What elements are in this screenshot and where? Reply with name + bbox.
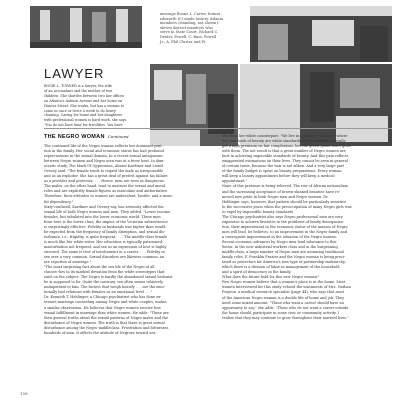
text-line: moved new pride in both Negro men and Negro women. Dr.	[222, 194, 329, 199]
lawyer-intro	[44, 84, 146, 128]
text-line: tated as protectors for America's new type of partnership-matriarchy,	[222, 260, 346, 265]
text-line: between Negro women and Negro men was at a fever heat. In dem-	[44, 159, 165, 164]
text-line: men will lead, he believes, to an improvement in the Negro family and	[222, 229, 348, 234]
text-line: on Atlanta's Auburn Avenue and her home on	[44, 98, 123, 103]
text-line: is much like her white sister. Her education is typically patronized,	[44, 239, 164, 244]
text-line: Recent economic advances by Negro men lend substance to this	[222, 239, 337, 244]
text-line: Sixty-confused, Kardiner and Ovesey say, has seriously affected the	[44, 204, 164, 209]
text-line: as a provider and protector. . . . Hence, men are seen as dangerous.	[44, 179, 165, 184]
text-line: The males, on the other hand, tend to mistrust the sexual and moral	[44, 184, 166, 189]
text-line: which there is a division of labor in management of the household	[222, 265, 340, 270]
text-line: tensive marriage counseling among Negro and white couples, makes	[44, 300, 167, 305]
text-line: a similar observation. He believes that Negro women receive less	[44, 305, 161, 310]
text-line: come in once or twice a week to do heavy	[44, 108, 116, 113]
caption-line: Jr., A. Phil Cluster and W.	[160, 39, 206, 44]
text-line: The continued life of the Negro woman reflects her dominant posi-	[44, 144, 163, 148]
text-line: sex over a very common. Sexual disorders are likewise common, an	[44, 255, 165, 260]
text-line: Hunter Street. She works, but has a woman to	[44, 103, 125, 108]
text-line: ful dependency."	[44, 199, 74, 204]
caption-line: message Boone L. Carter, former	[160, 12, 221, 16]
text-line: Therefore, their attitudes to women are ambivalent, hostile, and a meas-	[44, 194, 174, 199]
caption-line: members (standing, not shown):	[160, 21, 219, 26]
text-line: need some mixed amount. "Those who want a career should have an	[222, 300, 344, 305]
text-line: and as an exploiter. She has a great deal of protest against his failure	[44, 174, 168, 179]
text-line: will keep a beauty appointment before they will keep a medical	[222, 174, 335, 179]
caption-line: eleven district members who	[160, 25, 213, 30]
text-line: None of this pressure is being relieved. The rise of African nationalism	[222, 184, 348, 189]
text-line: from here is the lower class, the impact of the Victorian subservience	[44, 219, 168, 224]
text-line: stressed. The same is true of involvement in a career. . . . Fidelity in	[44, 249, 165, 254]
text-line: roles and are explicitly female figures as masculine and authoritative.	[44, 189, 169, 194]
text-line: children. She shuttles between two law offices	[44, 93, 125, 98]
text-line: unimportant to him. The factors that weigh heavily . . . are the emo-	[44, 285, 165, 290]
text-line: realize that they may continue to grow throughout their married lives."	[222, 315, 349, 320]
text-line: Dr. Kenneth T. Heblinger, a Chicago psychiatrist who has done ex-	[44, 295, 162, 300]
caption-line: rdsworth (C) made history. Atlanta	[160, 16, 224, 21]
section-divider	[44, 128, 392, 129]
text-line: women interviewed for this study echoed the sentiments of Mrs. Nathan	[222, 285, 351, 290]
text-line: exist on the subject. The Negro is hardly the abandoned sexual hedonist	[44, 275, 173, 280]
text-line: Prayton, a medical research specialist (page 44), who says that most	[222, 290, 345, 295]
text-line: opportunity to say," she adds. "Those who do not want a career outside	[222, 305, 349, 310]
text-line: "The most surprising fact about the sex life of the Negro-of all	[44, 265, 155, 270]
text-line: disturbance among the Negro middleclass. Frustration and bitterness	[44, 325, 169, 330]
text-line: expensive to achieve favorites in the problems of family disorganiza-	[222, 219, 344, 224]
text-line: of certain traits, because the hair is not silken. And a very large part	[222, 164, 345, 169]
text-line: to the successive years when the preoccupation of many Negro girls was	[222, 204, 352, 209]
text-line: hundreds of men. It affects the attitude of Negroes toward sex.	[44, 330, 157, 335]
article-column-right	[222, 134, 392, 321]
text-line: Ovesey said, "The female tends to regard the male as irresponsible	[44, 169, 164, 174]
text-line: a consequent improvement in the situation of the Negro woman.	[222, 234, 337, 239]
text-line: tionally bad relations with females as an emotional level . . ."	[44, 290, 153, 295]
text-line: be expected from the frequency of family disruption, and sexual dis-	[44, 229, 166, 234]
text-line: of the family budget is spent on beauty preparations. Every woman	[222, 169, 342, 174]
text-line: females, but tabulated into the lower economic world. These men	[44, 214, 161, 219]
photo-top-left	[30, 6, 142, 48]
caption-line: serve in State Court, Richard C.	[160, 30, 219, 35]
text-line: family roles. F. Franklin Frazier and the Negro woman is being preci-	[222, 255, 346, 260]
text-line: he is supposed to be. Quite the contrary, sex often seems relatively	[44, 280, 164, 285]
caption-line: Dexter, Powell, C. Bass, Powell	[160, 34, 217, 39]
text-line: classes--lies in its marked deviation from the white stereotypes that	[44, 270, 165, 275]
text-line: exaggerated estimations on their lives. They cannot be seen in general	[222, 159, 348, 164]
text-line: get a high premium on fair complexions, but the green grass won't grow	[222, 144, 352, 149]
page-number: 158	[20, 391, 28, 396]
text-line: disturbance of Negro women. The truth is that there is great sexual	[44, 320, 165, 325]
text-line: Heblinger says, however, that pattern should be particularly sensitive	[222, 199, 347, 204]
photo-caption	[160, 12, 250, 44]
text-line: and a spirit of democracy in the family.	[222, 270, 292, 275]
text-line: tion in the family. Her social and economic status has had profound	[44, 149, 164, 154]
text-line: and the increasing acceptance of brown-skinned beauties have re-	[222, 189, 340, 194]
text-line: are rejection of marriage."	[44, 260, 92, 265]
text-line: Few Negro women believe that a woman's place is in the home. Most	[222, 280, 346, 285]
text-line: middle-class, a large number of Negro men are assuming traditional	[222, 250, 344, 255]
text-line: repercussions in the sexual domain. In a recent sexual antagonism	[44, 154, 163, 159]
text-line: ocratic study, The Mark Of Oppression, Abram Kardiner and Lionel	[44, 164, 164, 169]
photo-top-right	[250, 6, 392, 62]
text-line: thesis. In the new industrial workers class and in the burgeoning	[222, 245, 338, 250]
text-line: cleaning. Caring for home and her daughters	[44, 113, 122, 118]
text-line: then general truths about the sexual patterns of Negro males and the	[44, 315, 168, 320]
text-line: "You do not have time for frivolities. You have	[44, 123, 123, 128]
text-line: sexual fulfillment in marriage than white women. He adds: "These are	[44, 310, 169, 315]
section-title-lawyer: LAWYER	[44, 66, 105, 81]
text-line: of an accountant and the mother of two	[44, 88, 113, 93]
continued-label: Continued	[107, 134, 129, 139]
article-heading	[44, 134, 129, 140]
text-line: masturbation not frequent, and sex as an expression of love is highly	[44, 244, 167, 249]
text-line: hurt in achieving impossible standards of beauty. And this pain reflects	[222, 154, 349, 159]
text-line: less than her white counterpart. "We live in a society," he says, "where	[222, 134, 348, 138]
text-line: sexual life of both Negro women and men. They added, "Lower income	[44, 209, 171, 214]
text-line: appointment."	[222, 179, 248, 184]
text-line: of the American Negro woman is a double life of home and job. They	[222, 295, 345, 300]
article-column-left	[44, 144, 212, 336]
text-line: turbance, i.e., frigidity, is quite frequent. . . . The middle-class female	[44, 234, 168, 239]
text-line: with them. The net result is that a great number of Negro women are	[222, 149, 346, 154]
text-line: with professional women is hard work, she says.	[44, 118, 128, 123]
text-line: The Chicago psychiatrist also says Negro professional men are very	[222, 214, 343, 219]
text-line: is surprisingly effective. Fidelity in husbands was higher than would	[44, 224, 166, 229]
text-line: ROSIE L. TURNER is a lawyer, the wife	[44, 84, 112, 88]
text-line: the standards of beauty are white standards. Negro women generally	[222, 139, 346, 144]
text-line: to expel by impossible beauty standards.	[222, 209, 295, 214]
text-line: tion, their improvement in the economic status of the masses of Negro	[222, 224, 348, 229]
text-line: What does the future hold for this new Negro woman?	[222, 275, 319, 280]
text-line: the home should participate in some civic or community activity. I	[222, 310, 340, 315]
article-heading-text: THE NEGRO WOMAN	[44, 134, 105, 140]
